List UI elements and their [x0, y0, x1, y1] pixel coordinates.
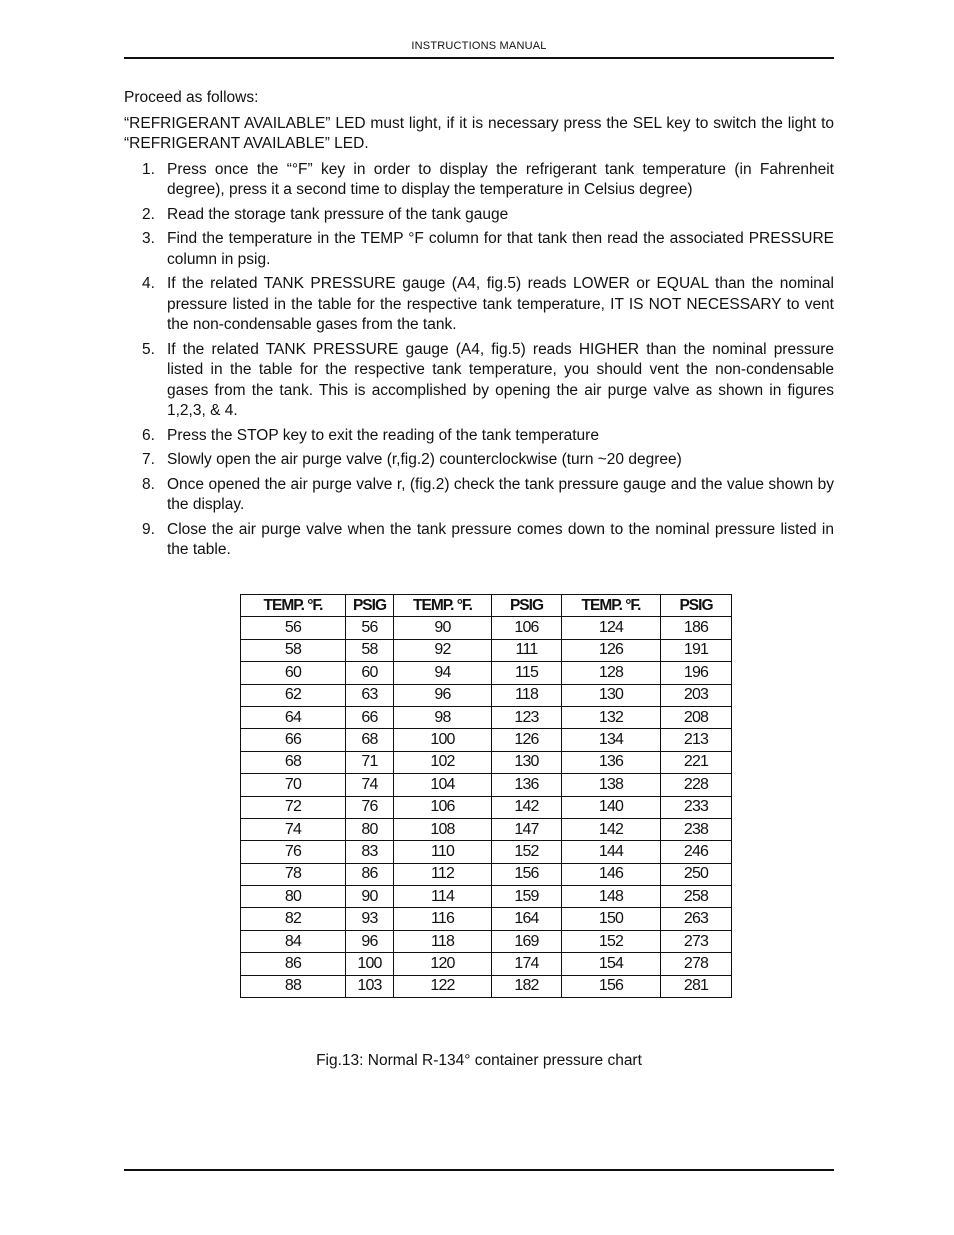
table-cell: 186 [661, 617, 732, 639]
step-text: Press the STOP key to exit the reading of the tank temperature [167, 426, 599, 444]
table-cell: 56 [241, 617, 346, 639]
table-cell: 106 [394, 796, 492, 818]
table-row [241, 639, 732, 661]
table-cell: 100 [394, 729, 492, 751]
step-text: Press once the “°F” key in order to display the refrigerant tank temperature (in Fahrenheit degree), press it a second time to display the temperature in Celsius degree) [167, 160, 834, 198]
table-cell: 80 [241, 886, 346, 908]
step-number: 7. [142, 451, 155, 468]
table-cell: 148 [562, 886, 661, 908]
table-cell: 156 [562, 975, 661, 997]
table-cell: 64 [241, 706, 346, 728]
table-cell: 94 [394, 662, 492, 684]
table-cell: 182 [492, 975, 562, 997]
table-cell: 150 [562, 908, 661, 930]
table-cell: 263 [661, 908, 732, 930]
list-item [124, 520, 834, 561]
table-cell: 68 [241, 751, 346, 773]
table-cell: 90 [394, 617, 492, 639]
table-cell: 74 [241, 818, 346, 840]
table-cell: 142 [492, 796, 562, 818]
table-cell: 132 [562, 706, 661, 728]
table-cell: 78 [241, 863, 346, 885]
column-header: PSIG [492, 595, 562, 617]
table-cell: 82 [241, 908, 346, 930]
table-cell: 58 [241, 639, 346, 661]
table-cell: 96 [346, 930, 394, 952]
column-header: TEMP. °F. [562, 595, 661, 617]
step-number: 8. [142, 475, 155, 493]
step-number: 9. [142, 520, 155, 538]
table-cell: 80 [346, 818, 394, 840]
table-cell: 110 [394, 841, 492, 863]
table-cell: 250 [661, 863, 732, 885]
table-cell: 130 [492, 751, 562, 773]
table-cell: 152 [492, 841, 562, 863]
step-number: 2. [142, 205, 155, 223]
table-cell: 191 [661, 639, 732, 661]
table-cell: 213 [661, 729, 732, 751]
table-cell: 70 [241, 774, 346, 796]
table-row [241, 818, 732, 840]
table-row [241, 953, 732, 975]
intro-paragraph: “REFRIGERANT AVAILABLE” LED must light, if it is necessary press the SEL key to switch the light to “REFRIGERANT AVAILABLE” LED. [124, 114, 834, 152]
list-item [124, 274, 834, 336]
table-row [241, 729, 732, 751]
table-row [241, 796, 732, 818]
pressure-table [240, 594, 732, 998]
table-row [241, 706, 732, 728]
table-cell: 63 [346, 684, 394, 706]
table-header-row [241, 595, 732, 617]
table-row [241, 886, 732, 908]
table-cell: 238 [661, 818, 732, 840]
table-cell: 114 [394, 886, 492, 908]
table-row [241, 841, 732, 863]
table-cell: 144 [562, 841, 661, 863]
step-number: 1. [142, 160, 155, 178]
table-cell: 62 [241, 684, 346, 706]
table-cell: 96 [394, 684, 492, 706]
list-item [124, 229, 834, 270]
table-row [241, 908, 732, 930]
table-cell: 203 [661, 684, 732, 706]
table-cell: 71 [346, 751, 394, 773]
table-cell: 142 [562, 818, 661, 840]
table-cell: 111 [492, 639, 562, 661]
table-row [241, 751, 732, 773]
table-cell: 123 [492, 706, 562, 728]
step-text: If the related TANK PRESSURE gauge (A4, fig.5) reads LOWER or EQUAL than the nominal pressure listed in the table for the respective tank temperature, IT IS NOT NECESSARY to vent the non-condensable gases from the tank. [167, 275, 834, 333]
table-cell: 74 [346, 774, 394, 796]
table-cell: 273 [661, 930, 732, 952]
table-cell: 100 [346, 953, 394, 975]
table-row [241, 662, 732, 684]
step-text: If the related TANK PRESSURE gauge (A4, fig.5) reads HIGHER than the nominal pressure listed in the table for the respective tank temperature, you should vent the non-condensable gases from the tank. This is accomplished by opening the air purge valve as shown in figures 1,2,3, & 4. [167, 340, 834, 419]
table-cell: 68 [346, 729, 394, 751]
table-cell: 83 [346, 841, 394, 863]
column-header: TEMP. °F. [241, 595, 346, 617]
table-cell: 90 [346, 886, 394, 908]
table-cell: 86 [346, 863, 394, 885]
table-row [241, 774, 732, 796]
table-cell: 104 [394, 774, 492, 796]
list-item [124, 205, 834, 226]
table-cell: 228 [661, 774, 732, 796]
table-cell: 164 [492, 908, 562, 930]
column-header: PSIG [661, 595, 732, 617]
table-cell: 112 [394, 863, 492, 885]
table-cell: 118 [492, 684, 562, 706]
list-item [124, 160, 834, 201]
figure-caption: Fig.13: Normal R-134° container pressure chart [316, 1052, 642, 1069]
table-cell: 93 [346, 908, 394, 930]
step-text: Slowly open the air purge valve (r,fig.2) counterclockwise (turn ~20 degree) [167, 451, 682, 468]
table-cell: 138 [562, 774, 661, 796]
table-cell: 92 [394, 639, 492, 661]
table-cell: 136 [562, 751, 661, 773]
table-cell: 60 [346, 662, 394, 684]
table-cell: 86 [241, 953, 346, 975]
table-cell: 154 [562, 953, 661, 975]
table-cell: 76 [241, 841, 346, 863]
step-number: 3. [142, 230, 155, 247]
table-cell: 128 [562, 662, 661, 684]
table-cell: 118 [394, 930, 492, 952]
table-cell: 106 [492, 617, 562, 639]
table-cell: 134 [562, 729, 661, 751]
table-cell: 116 [394, 908, 492, 930]
table-row [241, 975, 732, 997]
table-cell: 221 [661, 751, 732, 773]
table-cell: 156 [492, 863, 562, 885]
table-cell: 196 [661, 662, 732, 684]
table-cell: 152 [562, 930, 661, 952]
table-cell: 84 [241, 930, 346, 952]
table-cell: 246 [661, 841, 732, 863]
footer-divider [124, 1169, 834, 1171]
step-text: Read the storage tank pressure of the tank gauge [167, 205, 509, 223]
column-header: PSIG [346, 595, 394, 617]
table-cell: 56 [346, 617, 394, 639]
pressure-chart [240, 594, 732, 998]
table-row [241, 930, 732, 952]
table-cell: 130 [562, 684, 661, 706]
table-cell: 115 [492, 662, 562, 684]
intro-line: Proceed as follows: [124, 89, 259, 106]
table-cell: 140 [562, 796, 661, 818]
table-cell: 147 [492, 818, 562, 840]
table-cell: 258 [661, 886, 732, 908]
table-cell: 98 [394, 706, 492, 728]
table-cell: 278 [661, 953, 732, 975]
list-item [124, 450, 834, 471]
table-cell: 120 [394, 953, 492, 975]
table-cell: 281 [661, 975, 732, 997]
list-item [124, 340, 834, 422]
table-cell: 58 [346, 639, 394, 661]
table-cell: 66 [346, 706, 394, 728]
table-cell: 136 [492, 774, 562, 796]
table-cell: 122 [394, 975, 492, 997]
table-body [241, 617, 732, 998]
page-header: INSTRUCTIONS MANUAL [411, 40, 547, 52]
step-number: 5. [142, 340, 155, 358]
step-number: 6. [142, 426, 155, 444]
table-cell: 66 [241, 729, 346, 751]
table-cell: 60 [241, 662, 346, 684]
instructions-body [124, 88, 834, 565]
step-text: Find the temperature in the TEMP °F column for that tank then read the associated PRESSURE column in psig. [167, 230, 834, 268]
table-cell: 146 [562, 863, 661, 885]
step-number: 4. [142, 275, 155, 292]
header-divider [124, 57, 834, 59]
table-cell: 126 [562, 639, 661, 661]
table-cell: 159 [492, 886, 562, 908]
table-cell: 72 [241, 796, 346, 818]
table-cell: 174 [492, 953, 562, 975]
list-item [124, 426, 834, 447]
table-row [241, 863, 732, 885]
table-row [241, 617, 732, 639]
table-cell: 103 [346, 975, 394, 997]
table-row [241, 684, 732, 706]
table-cell: 208 [661, 706, 732, 728]
column-header: TEMP. °F. [394, 595, 492, 617]
table-cell: 169 [492, 930, 562, 952]
table-cell: 124 [562, 617, 661, 639]
table-cell: 102 [394, 751, 492, 773]
table-cell: 233 [661, 796, 732, 818]
table-cell: 76 [346, 796, 394, 818]
table-cell: 88 [241, 975, 346, 997]
table-cell: 126 [492, 729, 562, 751]
list-item [124, 475, 834, 516]
step-text: Once opened the air purge valve r, (fig.2) check the tank pressure gauge and the value shown by the display. [167, 475, 834, 513]
table-cell: 108 [394, 818, 492, 840]
steps-list [124, 160, 834, 561]
step-text: Close the air purge valve when the tank pressure comes down to the nominal pressure listed in the table. [167, 520, 834, 558]
